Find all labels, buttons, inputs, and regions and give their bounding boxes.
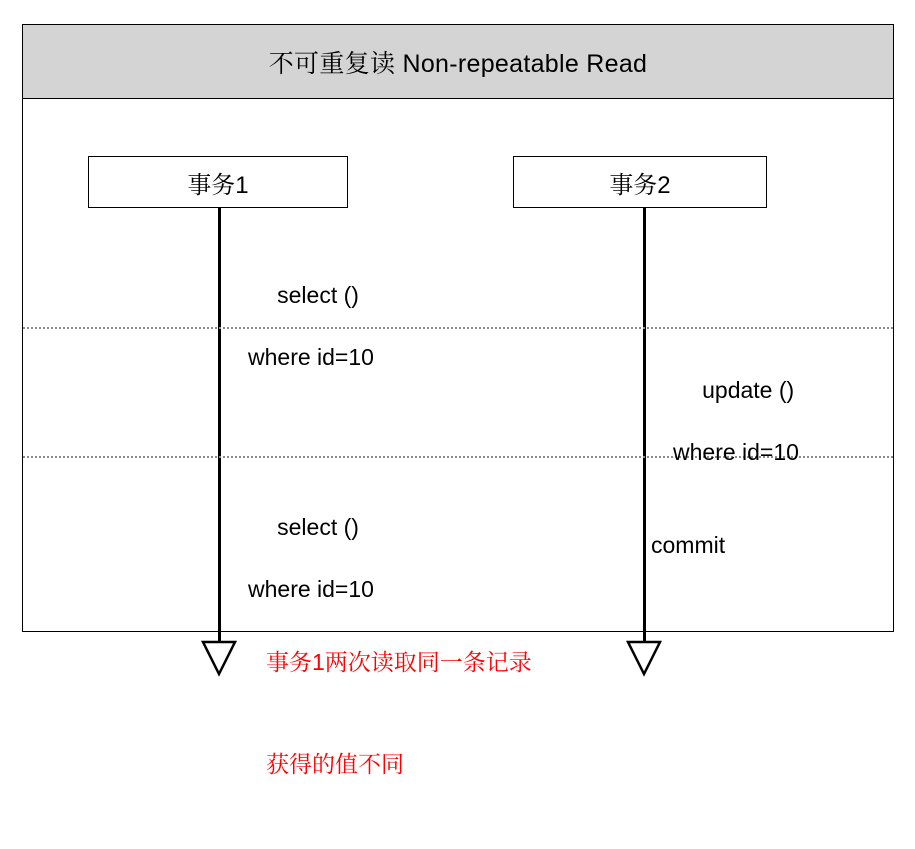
diagram-title: 不可重复读 Non-repeatable Read — [268, 49, 648, 78]
statement-line-3: commit — [651, 532, 726, 558]
statement-transaction2-update — [651, 344, 799, 623]
transaction-1-lifeline — [218, 208, 221, 648]
diagram-frame — [22, 24, 894, 777]
diagram-title-bar — [23, 25, 893, 99]
transaction-2-box — [513, 156, 767, 208]
annotation-line-2: 获得的值不同 — [266, 751, 404, 777]
diagram-canvas — [23, 99, 893, 777]
transaction-2-lifeline — [643, 208, 646, 648]
statement-line-1: update () — [702, 377, 795, 403]
statement-line-1: select () — [277, 514, 359, 540]
statement-line-2: where id=10 — [248, 576, 374, 602]
transaction-1-box — [88, 156, 348, 208]
statement-line-2: where id=10 — [673, 439, 799, 465]
transaction-2-arrow-icon — [627, 641, 661, 675]
statement-line-2: where id=10 — [248, 344, 374, 370]
statement-line-1: select () — [277, 282, 359, 308]
annotation-text — [266, 577, 532, 849]
transaction-1-label: 事务1 — [187, 171, 249, 199]
annotation-line-1: 事务1两次读取同一条记录 — [266, 649, 532, 675]
transaction-2-label: 事务2 — [609, 171, 671, 199]
statement-transaction1-first — [226, 249, 374, 435]
time-separator-1 — [23, 327, 893, 329]
